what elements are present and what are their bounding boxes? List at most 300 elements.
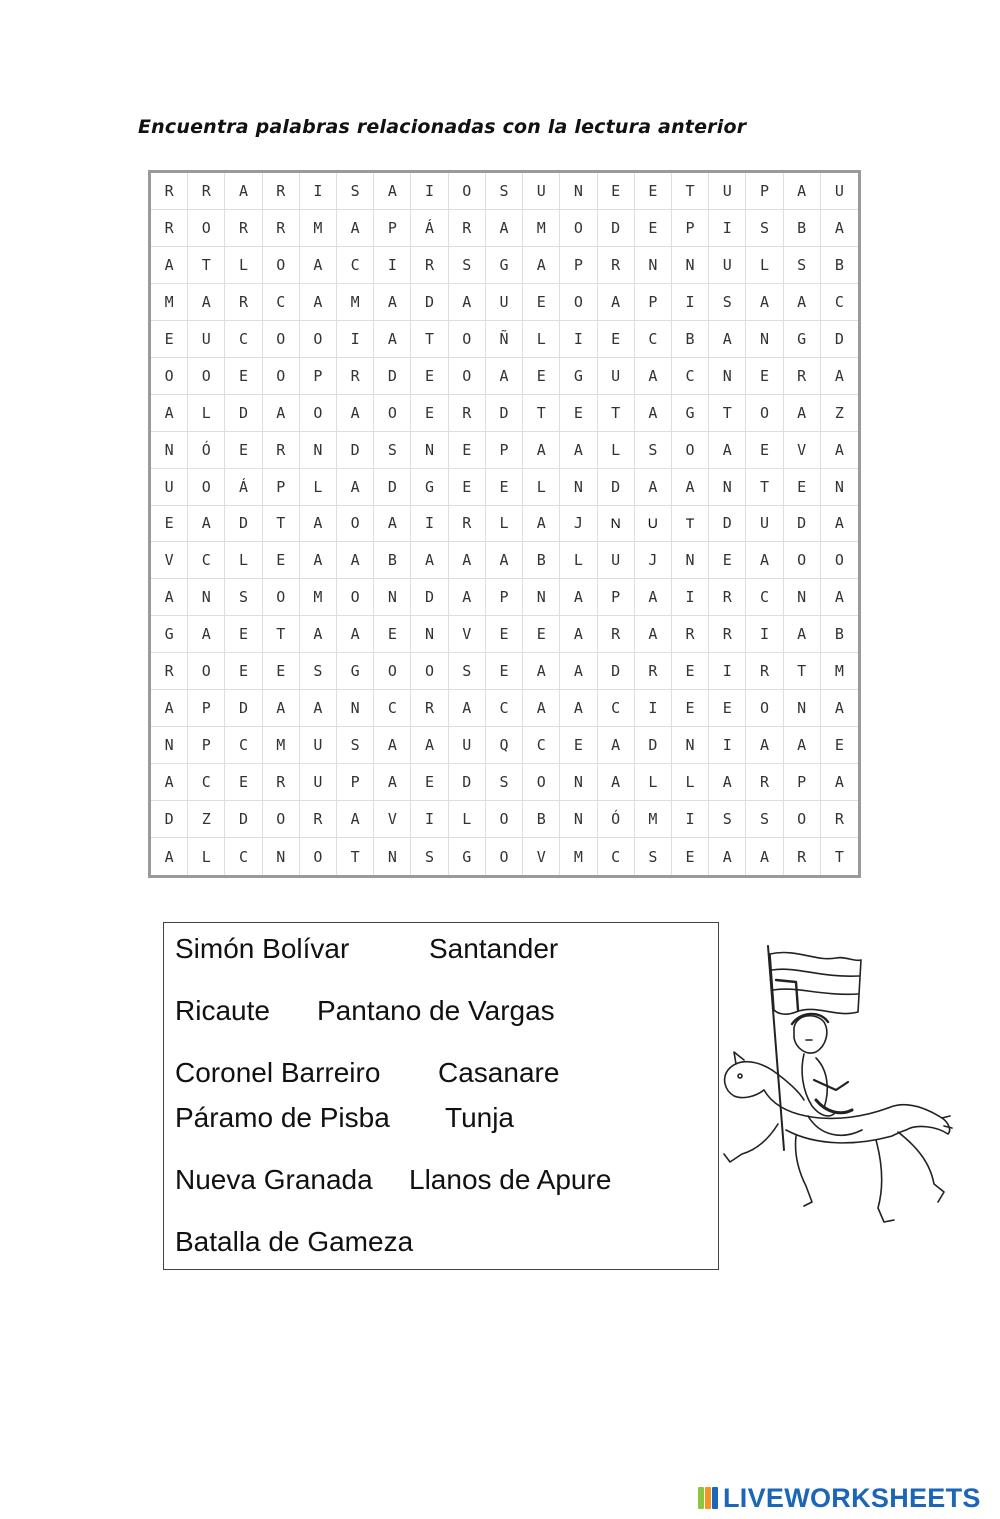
letter-cell: P xyxy=(300,358,337,395)
letter-cell: V xyxy=(449,616,486,653)
letter-cell: U xyxy=(151,469,188,506)
word-paramo-de-pisba: Páramo de Pisba xyxy=(175,1102,390,1133)
letter-cell: A xyxy=(746,284,783,321)
letter-cell: N xyxy=(560,801,597,838)
letter-cell: I xyxy=(709,210,746,247)
word-list-box xyxy=(163,922,719,1270)
liveworksheets-wordmark: LIVEWORKSHEETS xyxy=(723,1482,981,1513)
letter-cell: I xyxy=(411,173,448,210)
letter-cell: A xyxy=(523,247,560,284)
letter-cell: O xyxy=(188,653,225,690)
letter-cell: I xyxy=(560,321,597,358)
letter-cell: O xyxy=(337,506,374,543)
letter-cell: M xyxy=(635,801,672,838)
letter-cell: A xyxy=(151,395,188,432)
letter-cell: A xyxy=(374,321,411,358)
letter-cell: A xyxy=(635,579,672,616)
letter-cell: A xyxy=(821,764,858,801)
letter-cell: N xyxy=(151,432,188,469)
letter-cell: C xyxy=(188,764,225,801)
letter-cell: S xyxy=(300,653,337,690)
letter-cell: R xyxy=(411,690,448,727)
letter-cell: I xyxy=(635,690,672,727)
letter-cell: R xyxy=(151,653,188,690)
letter-cell: T xyxy=(834,847,844,866)
letter-cell: N xyxy=(746,321,783,358)
letter-cell: U xyxy=(449,727,486,764)
letter-cell: A xyxy=(411,727,448,764)
letter-cell: E xyxy=(560,727,597,764)
letter-cell: V xyxy=(374,801,411,838)
letter-cell: D xyxy=(635,727,672,764)
letter-cell: R xyxy=(411,247,448,284)
letter-cell: R xyxy=(746,653,783,690)
letter-cell: P xyxy=(784,764,821,801)
letter-cell: D xyxy=(337,432,374,469)
letter-cell: R xyxy=(709,616,746,653)
letter-cell: N xyxy=(151,727,188,764)
letter-cell: N xyxy=(263,838,300,875)
letter-cell: O xyxy=(188,358,225,395)
letter-cell: D xyxy=(598,653,635,690)
letter-cell: A xyxy=(151,247,188,284)
letter-cell: C xyxy=(337,247,374,284)
letter-cell: I xyxy=(411,801,448,838)
letter-cell: A xyxy=(337,395,374,432)
letter-cell: C xyxy=(374,690,411,727)
letter-cell: E xyxy=(821,727,858,764)
letter-cell: B xyxy=(374,542,411,579)
letter-cell: D xyxy=(225,395,262,432)
word-casanare: Casanare xyxy=(438,1057,560,1088)
letter-cell: N xyxy=(560,764,597,801)
letter-cell: C xyxy=(225,727,262,764)
letter-cell: N xyxy=(523,579,560,616)
letter-cell: A xyxy=(821,432,858,469)
letter-cell: E xyxy=(449,432,486,469)
letter-cell: T xyxy=(263,616,300,653)
letter-cell: C xyxy=(263,284,300,321)
letter-cell: O xyxy=(300,395,337,432)
letter-cell: M xyxy=(337,284,374,321)
letter-cell: I xyxy=(337,321,374,358)
letter-cell: G xyxy=(449,838,486,875)
letter-cell: P xyxy=(672,210,709,247)
letter-cell: O xyxy=(486,838,523,875)
liveworksheets-logo xyxy=(697,1480,981,1516)
letter-cell: R xyxy=(635,653,672,690)
letter-cell: E xyxy=(672,653,709,690)
letter-cell: A xyxy=(449,690,486,727)
letter-cell: P xyxy=(188,690,225,727)
letter-cell: A xyxy=(188,616,225,653)
letter-cell: A xyxy=(188,284,225,321)
letter-cell: O xyxy=(188,210,225,247)
worksheet-title: Encuentra palabras relacionadas con la lectura anterior xyxy=(138,116,747,138)
letter-cell: A xyxy=(821,358,858,395)
letter-cell: P xyxy=(263,469,300,506)
letter-cell: A xyxy=(672,469,709,506)
letter-cell: G xyxy=(486,247,523,284)
letter-cell: B xyxy=(821,247,858,284)
word-pantano-de-vargas: Pantano de Vargas xyxy=(317,995,555,1026)
letter-cell: E xyxy=(598,321,635,358)
letter-cell: A xyxy=(337,616,374,653)
letter-cell: O xyxy=(374,653,411,690)
letter-cell: R xyxy=(263,210,300,247)
letter-cell: N xyxy=(784,579,821,616)
letter-cell: E xyxy=(709,542,746,579)
letter-cell: A xyxy=(486,358,523,395)
letter-cell: N xyxy=(672,542,709,579)
letter-cell: G xyxy=(337,653,374,690)
letter-cell: O xyxy=(300,321,337,358)
letter-cell: A xyxy=(486,210,523,247)
letter-cell: D xyxy=(784,506,821,543)
letter-cell: N xyxy=(672,727,709,764)
letter-cell: V xyxy=(784,432,821,469)
letter-cell: O xyxy=(411,653,448,690)
letter-cell: A xyxy=(374,727,411,764)
letter-cell: N xyxy=(411,616,448,653)
letter-cell: N xyxy=(300,432,337,469)
letter-cell: A xyxy=(449,284,486,321)
letter-cell: A xyxy=(188,506,225,543)
letter-cell: M xyxy=(300,210,337,247)
letter-cell: P xyxy=(188,727,225,764)
letter-cell: E xyxy=(523,616,560,653)
letter-cell: V xyxy=(151,542,188,579)
letter-cell: R xyxy=(821,801,858,838)
letter-cell: U xyxy=(746,506,783,543)
letter-cell: L xyxy=(598,432,635,469)
letter-cell: P xyxy=(486,579,523,616)
letter-cell: S xyxy=(746,210,783,247)
letter-cell: D xyxy=(151,801,188,838)
letter-cell: A xyxy=(374,284,411,321)
letter-cell: R xyxy=(151,173,188,210)
letter-cell: A xyxy=(560,432,597,469)
letter-cell: O xyxy=(263,247,300,284)
letter-cell: D xyxy=(374,469,411,506)
letter-cell: C xyxy=(225,838,262,875)
letter-cell: C xyxy=(598,690,635,727)
letter-cell: G xyxy=(151,616,188,653)
letter-cell: D xyxy=(374,358,411,395)
letter-cell: A xyxy=(598,764,635,801)
letter-cell: Ó xyxy=(188,432,225,469)
letter-cell: R xyxy=(449,506,486,543)
letter-cell: S xyxy=(225,579,262,616)
word-simon-bolivar: Simón Bolívar xyxy=(175,933,350,964)
letter-cell: O xyxy=(746,690,783,727)
letter-cell: N xyxy=(709,469,746,506)
letter-cell: E xyxy=(746,432,783,469)
letter-cell: A xyxy=(598,727,635,764)
letter-cell: A xyxy=(151,838,188,875)
letter-cell: E xyxy=(225,653,262,690)
letter-cell: E xyxy=(598,173,635,210)
letter-cell: A xyxy=(411,542,448,579)
letter-cell: E xyxy=(523,358,560,395)
letter-cell: S xyxy=(709,801,746,838)
letter-cell: O xyxy=(374,395,411,432)
letter-cell: O xyxy=(784,801,821,838)
letter-cell: P xyxy=(598,579,635,616)
letter-cell: I xyxy=(672,801,709,838)
letter-cell: E xyxy=(635,210,672,247)
letter-cell: A xyxy=(449,542,486,579)
letter-cell: A xyxy=(523,506,560,543)
letter-cell: E xyxy=(746,358,783,395)
letter-cell: U xyxy=(598,358,635,395)
letter-cell: A xyxy=(746,727,783,764)
letter-cell: M xyxy=(151,284,188,321)
letter-cell: D xyxy=(225,506,262,543)
letter-cell: L xyxy=(523,469,560,506)
letter-cell: D xyxy=(411,579,448,616)
letter-cell: A xyxy=(337,801,374,838)
letter-cell: I xyxy=(300,173,337,210)
letter-cell: V xyxy=(523,838,560,875)
letter-cell: A xyxy=(151,690,188,727)
letter-cell: A xyxy=(300,542,337,579)
letter-cell: R xyxy=(225,284,262,321)
letter-cell: E xyxy=(411,395,448,432)
letter-cell: M xyxy=(523,210,560,247)
letter-cell: S xyxy=(374,432,411,469)
letter-cell: A xyxy=(784,395,821,432)
letter-cell: T xyxy=(746,469,783,506)
letter-cell: E xyxy=(151,506,188,543)
letter-cell: A xyxy=(374,506,411,543)
letter-cell: D xyxy=(449,764,486,801)
letter-cell: T xyxy=(709,395,746,432)
letter-cell: J xyxy=(560,506,597,543)
letter-cell: A xyxy=(300,616,337,653)
letter-cell: T xyxy=(672,173,709,210)
letter-cell: R xyxy=(151,210,188,247)
word-santander: Santander xyxy=(429,933,559,964)
letter-cell: U xyxy=(709,247,746,284)
letter-cell: S xyxy=(486,764,523,801)
letter-cell: E xyxy=(225,616,262,653)
letter-cell: E xyxy=(486,616,523,653)
letter-cell: R xyxy=(449,395,486,432)
letter-cell: A xyxy=(560,690,597,727)
letter-cell: T xyxy=(188,247,225,284)
letter-cell: P xyxy=(746,173,783,210)
letter-cell: U xyxy=(188,321,225,358)
letter-cell: O xyxy=(263,358,300,395)
letter-cell: E xyxy=(635,173,672,210)
letter-cell: L xyxy=(225,542,262,579)
letter-cell: A xyxy=(300,247,337,284)
letter-cell: S xyxy=(411,838,448,875)
letter-cell: A xyxy=(449,579,486,616)
letter-cell: E xyxy=(486,469,523,506)
letter-cell: C xyxy=(635,321,672,358)
letter-cell: I xyxy=(746,616,783,653)
word-coronel-barreiro: Coronel Barreiro xyxy=(175,1057,381,1088)
letter-cell: A xyxy=(635,616,672,653)
answer-cell[interactable]: U xyxy=(635,506,672,543)
letter-cell: O xyxy=(784,542,821,579)
letter-cell: N xyxy=(709,358,746,395)
letter-cell: A xyxy=(635,395,672,432)
letter-cell: A xyxy=(709,432,746,469)
letter-cell: B xyxy=(523,542,560,579)
letter-cell: C xyxy=(672,358,709,395)
letter-cell: B xyxy=(672,321,709,358)
letter-cell: U xyxy=(598,542,635,579)
letter-cell: R xyxy=(225,210,262,247)
liveworksheets-logo-icon xyxy=(697,1485,719,1511)
letter-cell: C xyxy=(746,579,783,616)
letter-cell: S xyxy=(337,173,374,210)
letter-cell: R xyxy=(263,432,300,469)
letter-cell: O xyxy=(263,579,300,616)
letter-cell: R xyxy=(746,764,783,801)
letter-cell: A xyxy=(225,173,262,210)
letter-cell: N xyxy=(560,469,597,506)
letter-cell: Á xyxy=(225,469,262,506)
letter-cell: A xyxy=(709,838,746,875)
word-batalla-de-gameza: Batalla de Gameza xyxy=(175,1226,414,1257)
letter-cell: D xyxy=(411,284,448,321)
letter-cell: A xyxy=(337,210,374,247)
letter-cell: I xyxy=(709,653,746,690)
letter-cell: O xyxy=(672,432,709,469)
letter-cell: O xyxy=(560,210,597,247)
letter-cell: E xyxy=(449,469,486,506)
letter-cell: N xyxy=(188,579,225,616)
letter-cell: S xyxy=(784,247,821,284)
letter-cell: B xyxy=(784,210,821,247)
letter-cell: A xyxy=(821,690,858,727)
letter-cell: S xyxy=(746,801,783,838)
letter-cell: A xyxy=(821,210,858,247)
letter-cell: S xyxy=(709,284,746,321)
letter-cell: T xyxy=(337,838,374,875)
letter-cell: E xyxy=(374,616,411,653)
letter-cell: B xyxy=(821,616,858,653)
letter-cell: O xyxy=(523,764,560,801)
letter-cell: C xyxy=(598,838,635,875)
letter-cell: E xyxy=(263,542,300,579)
letter-cell: L xyxy=(300,469,337,506)
letter-cell: G xyxy=(411,469,448,506)
letter-cell: R xyxy=(672,616,709,653)
letter-cell: I xyxy=(672,579,709,616)
answer-cell[interactable]: N xyxy=(598,506,635,543)
letter-cell: T xyxy=(411,321,448,358)
letter-cell: A xyxy=(523,432,560,469)
letter-cell: N xyxy=(821,469,858,506)
letter-cell: A xyxy=(709,321,746,358)
letter-cell: R xyxy=(784,838,821,875)
letter-cell: A xyxy=(337,469,374,506)
letter-cell: D xyxy=(225,690,262,727)
letter-cell: O xyxy=(263,321,300,358)
letter-cell: N xyxy=(560,173,597,210)
letter-cell: O xyxy=(449,358,486,395)
letter-cell: Q xyxy=(486,727,523,764)
letter-cell: Ñ xyxy=(486,321,523,358)
letter-cell: P xyxy=(560,247,597,284)
letter-cell: G xyxy=(784,321,821,358)
letter-cell: A xyxy=(523,653,560,690)
letter-cell: U xyxy=(821,173,858,210)
letter-cell: L xyxy=(635,764,672,801)
letter-cell: D xyxy=(598,469,635,506)
letter-cell: S xyxy=(635,838,672,875)
letter-cell: N xyxy=(374,579,411,616)
letter-cell: N xyxy=(784,690,821,727)
letter-cell: N xyxy=(337,690,374,727)
letter-cell: U xyxy=(523,173,560,210)
word-ricaute: Ricaute xyxy=(175,995,270,1026)
letter-cell: R xyxy=(598,247,635,284)
letter-cell: Ó xyxy=(598,801,635,838)
letter-cell: E xyxy=(411,358,448,395)
letter-cell: E xyxy=(225,764,262,801)
letter-cell: C xyxy=(821,284,858,321)
horse-rider-illustration xyxy=(716,940,956,1270)
letter-cell: A xyxy=(635,469,672,506)
letter-cell: E xyxy=(709,690,746,727)
letter-cell: E xyxy=(523,284,560,321)
letter-cell: R xyxy=(188,173,225,210)
letter-cell: A xyxy=(784,616,821,653)
answer-cell[interactable]: T xyxy=(672,506,709,543)
letter-cell: R xyxy=(263,764,300,801)
letter-cell: Z xyxy=(821,395,858,432)
letter-cell: U xyxy=(300,727,337,764)
letter-cell: O xyxy=(560,284,597,321)
letter-cell: I xyxy=(672,284,709,321)
word-tunja: Tunja xyxy=(445,1102,515,1133)
letter-cell: A xyxy=(300,284,337,321)
letter-cell: A xyxy=(486,542,523,579)
letter-cell: L xyxy=(188,838,225,875)
letter-cell: R xyxy=(784,358,821,395)
letter-cell: S xyxy=(449,653,486,690)
letter-cell: N xyxy=(411,432,448,469)
letter-cell: D xyxy=(486,395,523,432)
letter-cell: A xyxy=(151,579,188,616)
letter-cell: J xyxy=(635,542,672,579)
letter-cell: E xyxy=(225,358,262,395)
letter-cell: A xyxy=(709,764,746,801)
letter-cell: L xyxy=(560,542,597,579)
letter-cell: E xyxy=(560,395,597,432)
letter-cell: E xyxy=(486,653,523,690)
letter-cell: P xyxy=(337,764,374,801)
letter-cell: U xyxy=(300,764,337,801)
letter-cell: A xyxy=(784,284,821,321)
letter-cell: I xyxy=(411,506,448,543)
letter-cell: O xyxy=(337,579,374,616)
letter-cell: A xyxy=(598,284,635,321)
letter-cell: M xyxy=(560,838,597,875)
letter-cell: L xyxy=(449,801,486,838)
letter-cell: A xyxy=(337,542,374,579)
letter-cell: C xyxy=(225,321,262,358)
letter-cell: D xyxy=(598,210,635,247)
letter-cell: E xyxy=(411,764,448,801)
letter-cell: S xyxy=(635,432,672,469)
